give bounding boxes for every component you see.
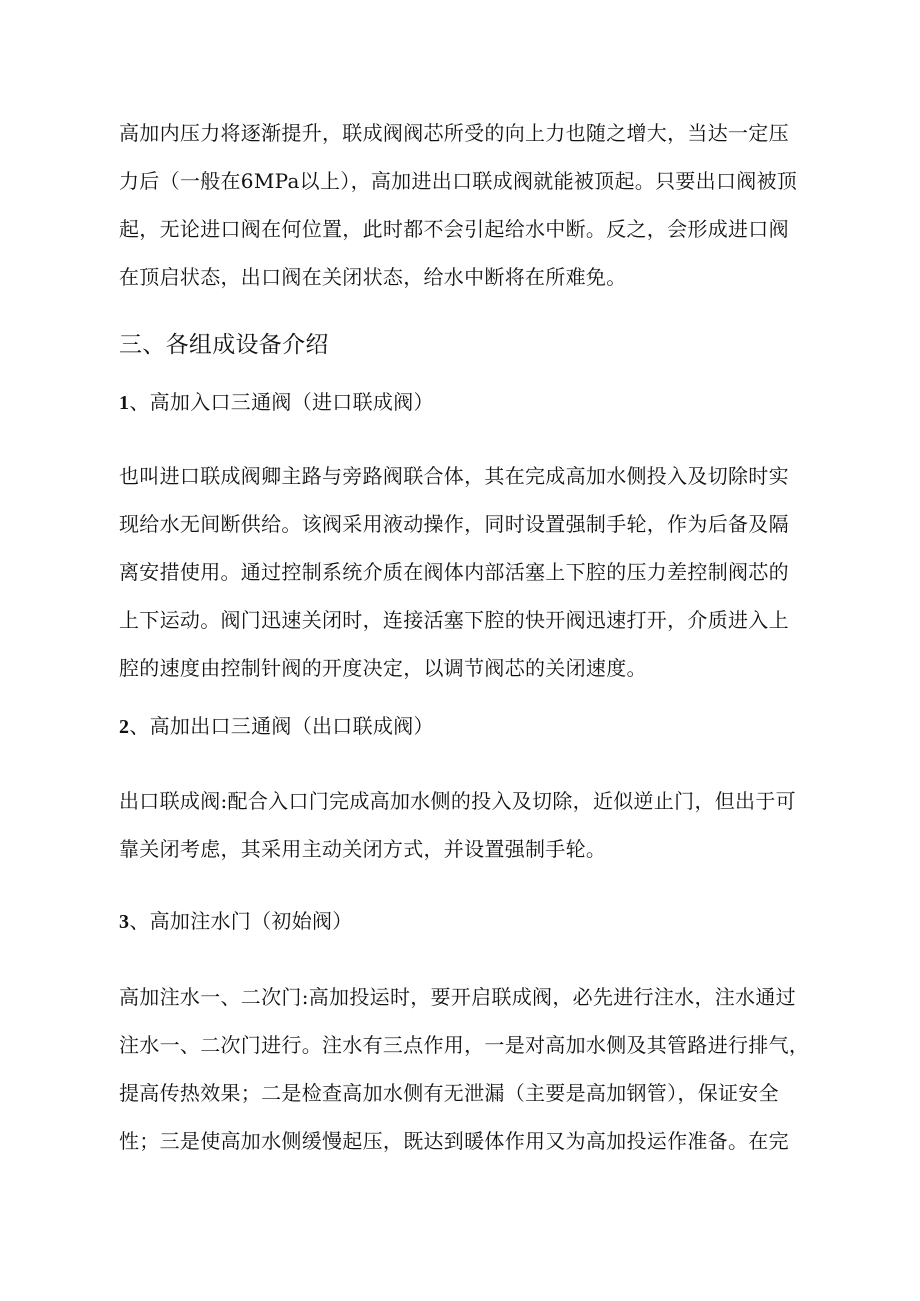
paragraph-line: 在顶启状态，出口阀在关闭状态，给水中断将在所难免。: [119, 265, 627, 289]
item-title: 、高加入口三通阀（进口联成阀）: [129, 390, 434, 414]
subheading-item-2: [119, 706, 809, 747]
paragraph-line: 靠关闭考虑，其采用主动关闭方式，并设置强制手轮。: [119, 837, 607, 861]
paragraph-line: 性；三是使高加水侧缓慢起压，既达到暖体作用又为高加投运作准备。在完: [119, 1129, 789, 1153]
paragraph-line: 力后（一般在6MPa以上），高加进出口联成阀就能被顶起。只要出口阀被顶: [119, 169, 798, 193]
paragraph-line: 上下运动。阀门迅速关闭时，连接活塞下腔的快开阀迅速打开，介质进入上: [119, 608, 789, 632]
section-heading: [119, 325, 809, 365]
paragraph-line: 高加注水一、二次门:高加投运时，要开启联成阀，必先进行注水，注水通过: [119, 985, 796, 1009]
item-number: 2: [119, 716, 130, 738]
paragraph-line: 腔的速度由控制针阀的开度决定，以调节阀芯的关闭速度。: [119, 656, 647, 680]
paragraph-line: 出口联成阀:配合入口门完成高加水侧的投入及切除，近似逆止门，但出于可: [119, 789, 796, 813]
item-title: 、高加出口三通阀（出口联成阀）: [129, 714, 434, 738]
subheading-item-1: [119, 382, 809, 423]
section-heading-text: 三、各组成设备介绍: [119, 332, 329, 358]
paragraph-line: 注水一、二次门进行。注水有三点作用，一是对高加水侧及其管路进行排气，: [119, 1033, 809, 1057]
item-1-paragraph: [119, 452, 809, 692]
item-number: 1: [119, 392, 130, 414]
paragraph-line: 起，无论进口阀在何位置，此时都不会引起给水中断。反之，会形成进口阀: [119, 217, 789, 241]
paragraph-line: 也叫进口联成阀卿主路与旁路阀联合体，其在完成高加水侧投入及切除时实: [119, 464, 789, 488]
paragraph-line: 高加内压力将逐渐提升，联成阀阀芯所受的向上力也随之增大，当达一定压: [119, 121, 789, 145]
subheading-item-3: [119, 901, 809, 942]
paragraph-line: 现给水无间断供给。该阀采用液动操作，同时设置强制手轮，作为后备及隔: [119, 512, 789, 536]
item-title: 、高加注水门（初始阀）: [129, 909, 353, 933]
paragraph-line: 提高传热效果；二是检查高加水侧有无泄漏（主要是高加钢管），保证安全: [119, 1081, 779, 1105]
item-3-paragraph: [119, 973, 809, 1165]
item-2-paragraph: [119, 777, 809, 873]
item-number: 3: [119, 911, 130, 933]
paragraph-line: 离安措使用。通过控制系统介质在阀体内部活塞上下腔的压力差控制阀芯的: [119, 560, 789, 584]
intro-paragraph: [119, 109, 809, 301]
